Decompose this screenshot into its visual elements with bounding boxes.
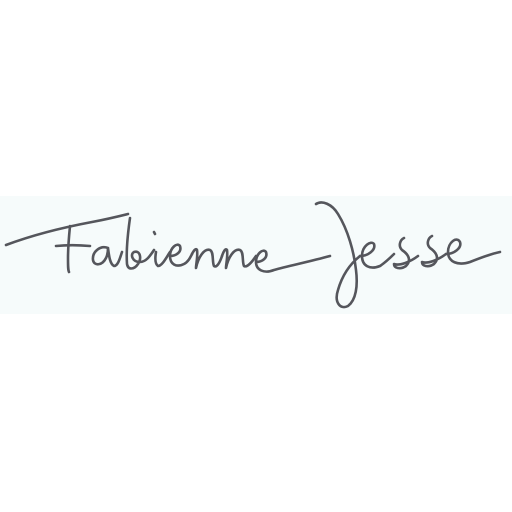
signature-stroke-e3 [360, 243, 394, 268]
signature-stroke-i [155, 252, 170, 266]
signature-stroke-e2 [256, 251, 330, 272]
signature-stroke-f-stem [68, 226, 70, 272]
signature-stroke-f-cross [56, 245, 90, 246]
signature-stroke-n2 [222, 249, 256, 268]
signature-stroke-n1 [192, 249, 222, 268]
signature-stroke-i-dot [154, 232, 155, 234]
signature-stroke-s1 [394, 238, 418, 268]
signature-stroke-s2 [422, 236, 446, 266]
signature-stroke-j [316, 202, 360, 307]
signature-stroke-e4 [446, 240, 500, 264]
signature-stroke-e1 [170, 245, 192, 266]
signature-stroke-b [127, 218, 154, 269]
signature-stroke-f-top [6, 214, 128, 245]
signature-stroke-a [93, 247, 122, 266]
